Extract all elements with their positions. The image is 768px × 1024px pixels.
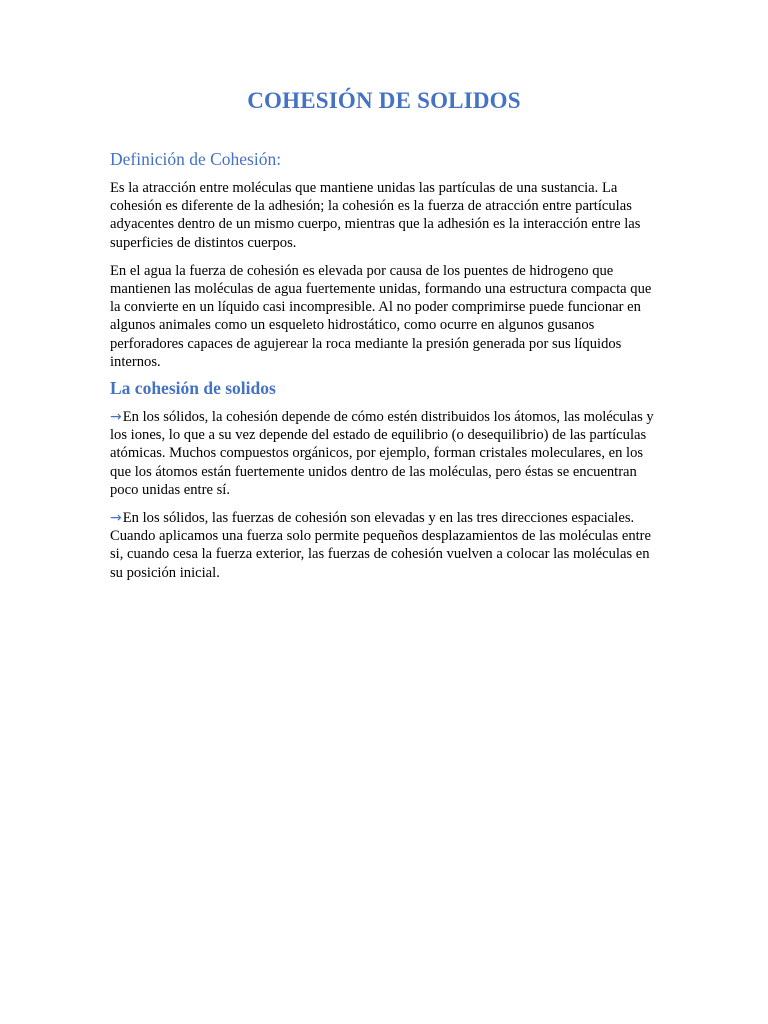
section-cohesion-solidos xyxy=(110,377,658,582)
section-heading-cohesion-solidos: La cohesión de solidos xyxy=(110,378,276,399)
paragraph-solidos-1 xyxy=(110,408,658,499)
section-definicion xyxy=(110,148,658,371)
paragraph-solidos-1-text: En los sólidos, la cohesión depende de cómo estén distribuidos los átomos, las moléculas y los iones, lo que a su vez depende del estado de equilibrio (o desequilibrio) de las partículas atómicas. Muchos compuestos orgánicos, por ejemplo, forman cristales moleculares, en los que los átomos están fuertemente unidos dentro de las moléculas, pero éstas se encuentran poco unidas entre sí. xyxy=(110,409,654,498)
paragraph-solidos-2-text: En los sólidos, las fuerzas de cohesión son elevadas y en las tres direcciones espaciales. Cuando aplicamos una fuerza solo permite pequeños desplazamientos de las moléculas entre si, cuando cesa la fuerza exterior, las fuerzas de cohesión vuelven a colocar las moléculas en su posición inicial. xyxy=(110,510,652,581)
document-title: COHESIÓN DE SOLIDOS xyxy=(247,88,521,113)
arrow-right-icon: → xyxy=(110,409,122,426)
paragraph-solidos-2 xyxy=(110,509,658,582)
paragraph-definicion-2: En el agua la fuerza de cohesión es elevada por causa de los puentes de hidrogeno que mantienen las moléculas de agua fuertemente unidas, formando una estructura compacta que la convierte en un líquido casi incompresible. Al no poder comprimirse puede funcionar en algunos animales como un esqueleto hidrostático, como ocurre en algunos gusanos perforadores capaces de agujerear la roca mediante la presión generada por sus líquidos internos. xyxy=(110,262,652,370)
arrow-right-icon: → xyxy=(110,510,122,527)
paragraph-definicion-1: Es la atracción entre moléculas que mantiene unidas las partículas de una sustancia. La cohesión es diferente de la adhesión; la cohesión es la fuerza de atracción entre partículas adyacentes dentro de un mismo cuerpo, mientras que la adhesión es la interacción entre las superficies de distintos cuerpos. xyxy=(110,180,641,251)
section-heading-definicion: Definición de Cohesión: xyxy=(110,149,282,169)
